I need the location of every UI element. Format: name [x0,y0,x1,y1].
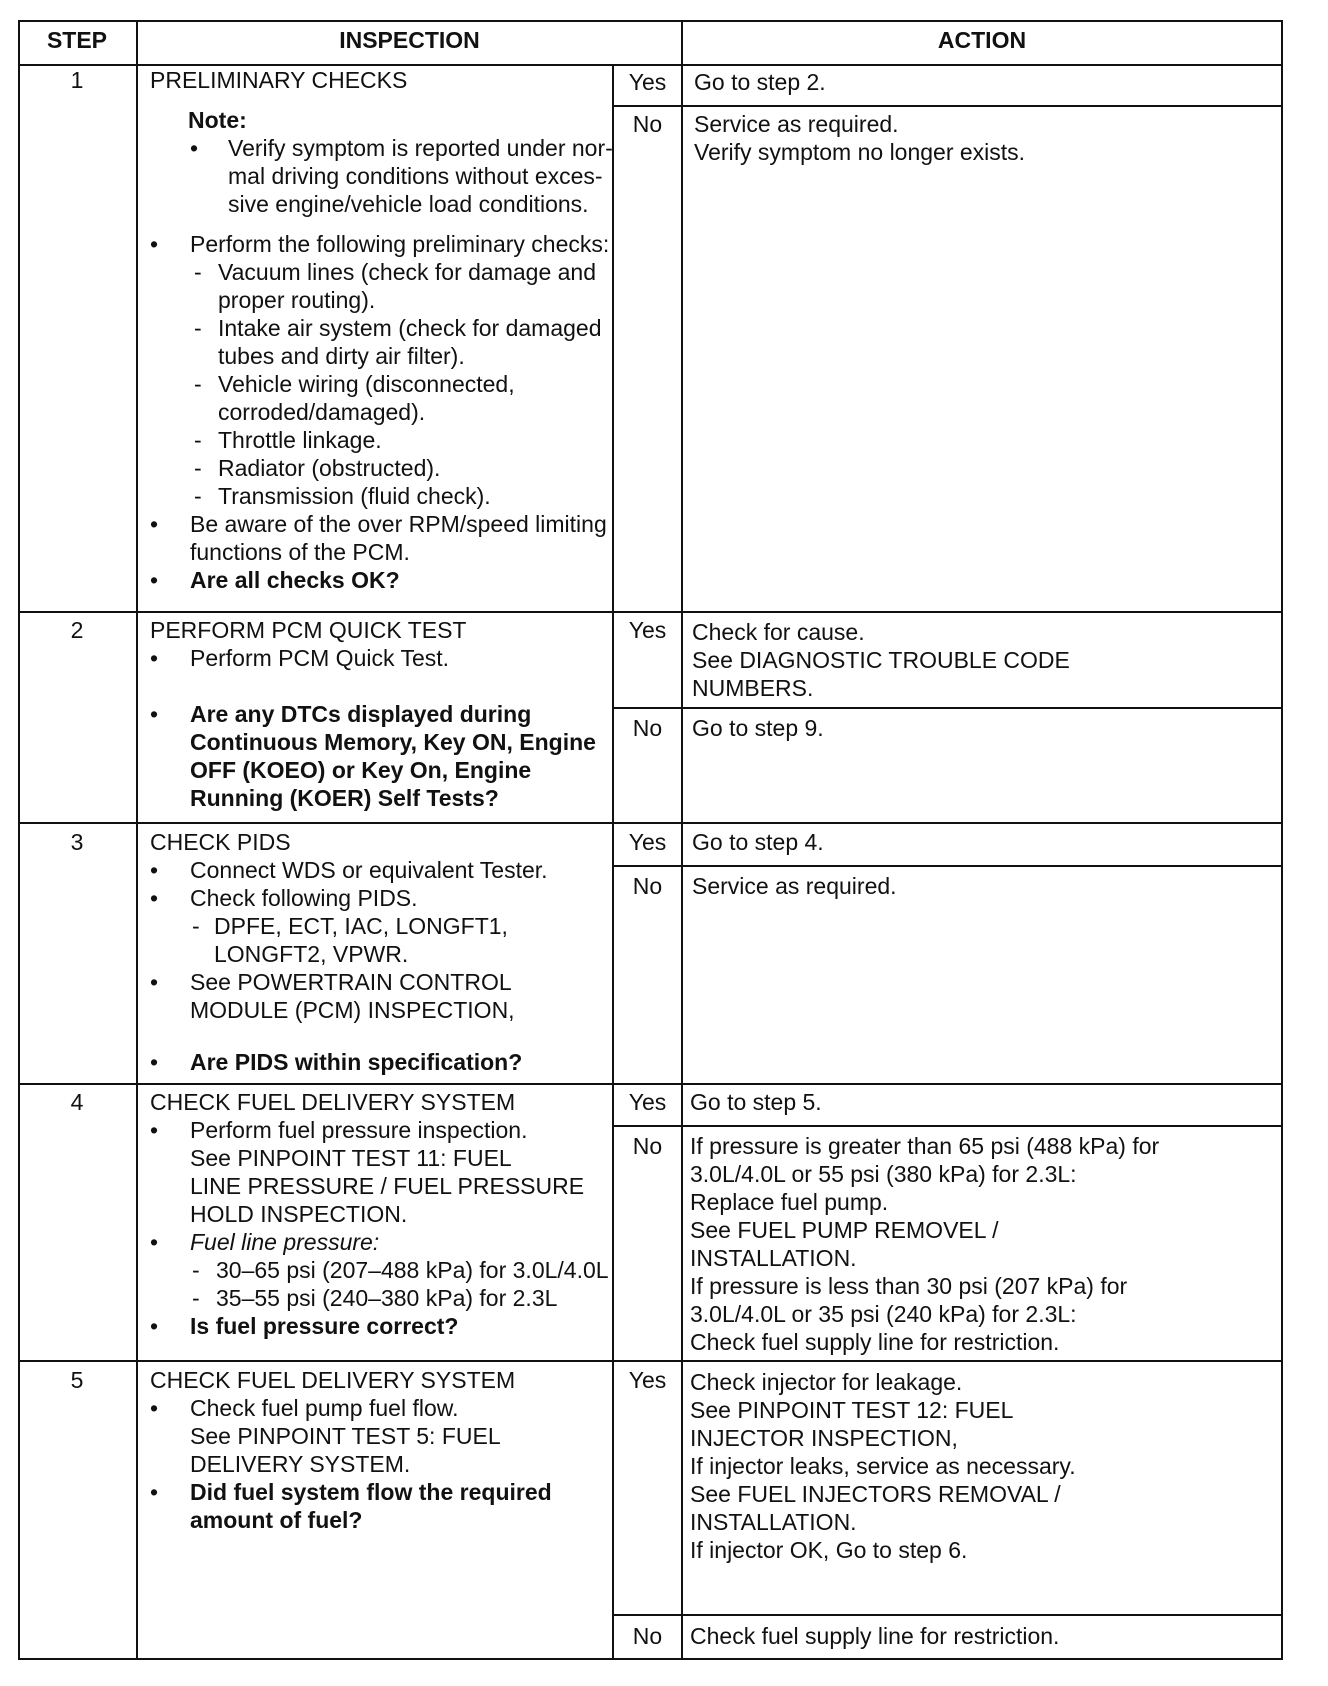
yes-no-divider-1 [612,105,1283,107]
perform-checks: Perform the following preliminary checks: [190,231,610,257]
yes-action: INJECTOR INSPECTION, [690,1425,958,1451]
bullet-icon: • [150,1395,159,1421]
step-title: CHECK FUEL DELIVERY SYSTEM [150,1367,516,1393]
no-action: Service as required. [694,111,899,137]
bullet-text: Connect WDS or equivalent Tester. [190,857,548,883]
pressure-spec: 35–55 psi (240–380 kPa) for 2.3L [216,1285,558,1311]
step-title: CHECK PIDS [150,829,291,855]
check-item: tubes and dirty air filter). [218,343,465,369]
yes-label: Yes [628,1089,667,1115]
yes-action: Go to step 2. [694,69,826,95]
bullet-text: See PINPOINT TEST 11: FUEL [190,1145,512,1171]
yes-action: Check for cause. [692,619,865,645]
inspection-column-divider [612,64,614,1660]
check-item: proper routing). [218,287,376,313]
no-action: Verify symptom no longer exists. [694,139,1026,165]
table-border-top [18,20,1283,22]
step-number: 5 [70,1367,84,1393]
bullet-text: Check fuel pump fuel flow. [190,1395,459,1421]
note-line: sive engine/vehicle load conditions. [228,191,589,217]
bullet-text: LINE PRESSURE / FUEL PRESSURE [190,1173,585,1199]
note-label: Note: [188,107,247,133]
bullet-icon: • [150,1049,159,1075]
step-question: OFF (KOEO) or Key On, Engine [190,757,532,783]
yes-action: NUMBERS. [692,675,814,701]
yes-no-divider-4 [612,1125,1283,1127]
bullet-icon: • [150,701,159,727]
bullet-icon: • [190,135,199,161]
header-step: STEP [46,27,108,53]
step-question: Did fuel system flow the required [190,1479,552,1505]
dash-icon: - [194,315,202,341]
check-item: Vehicle wiring (disconnected, [218,371,515,397]
row-divider-3 [18,1083,1283,1085]
step-number: 3 [70,829,84,855]
bullet-text: See PINPOINT TEST 5: FUEL [190,1423,501,1449]
check-item: Throttle linkage. [218,427,382,453]
yes-action: If injector leaks, service as necessary. [690,1453,1076,1479]
no-action: See FUEL PUMP REMOVEL / [690,1217,999,1243]
step-question: Is fuel pressure correct? [190,1313,459,1339]
yes-label: Yes [628,829,667,855]
see-line: See POWERTRAIN CONTROL [190,969,512,995]
aware-line: functions of the PCM. [190,539,410,565]
check-item: Intake air system (check for damaged [218,315,602,341]
bullet-icon: • [150,885,159,911]
no-label: No [632,873,663,899]
check-item: Vacuum lines (check for damage and [218,259,596,285]
aware-line: Be aware of the over RPM/speed limiting [190,511,607,537]
row-divider-2 [18,822,1283,824]
check-item: Transmission (fluid check). [218,483,491,509]
step-column-divider [136,20,138,1660]
no-action: Check fuel supply line for restriction. [690,1623,1060,1649]
pressure-spec: 30–65 psi (207–488 kPa) for 3.0L/4.0L [216,1257,609,1283]
dash-icon: - [192,1285,200,1311]
dash-icon: - [192,1257,200,1283]
step-question: Are any DTCs displayed during [190,701,532,727]
dash-icon: - [194,427,202,453]
yes-no-divider-2 [612,707,1283,709]
yes-action: INSTALLATION. [690,1509,857,1535]
no-action: Check fuel supply line for restriction. [690,1329,1060,1355]
row-divider-4 [18,1360,1283,1362]
dash-icon: - [194,483,202,509]
no-action: Service as required. [692,873,897,899]
yes-no-divider-5 [612,1614,1283,1616]
bullet-text: Check following PIDS. [190,885,418,911]
step-question: Are PIDS within specification? [190,1049,523,1075]
step-number: 4 [70,1089,84,1115]
step-number: 2 [70,617,84,643]
diagnostic-table [18,20,1283,1660]
pid-line: DPFE, ECT, IAC, LONGFT1, [214,913,508,939]
yes-label: Yes [628,69,667,95]
yes-action: Go to step 5. [690,1089,822,1115]
row-divider-1 [18,611,1283,613]
yes-action: See DIAGNOSTIC TROUBLE CODE [692,647,1070,673]
note-line: Verify symptom is reported under nor- [228,135,613,161]
bullet-icon: • [150,1229,159,1255]
bullet-icon: • [150,969,159,995]
result-column-divider [681,20,683,1660]
header-inspection: INSPECTION [339,27,480,53]
step-title: PRELIMINARY CHECKS [150,67,408,93]
dash-icon: - [194,371,202,397]
no-label: No [632,1623,663,1649]
bullet-icon: • [150,567,159,593]
table-border-bottom [18,1658,1283,1660]
bullet-text: DELIVERY SYSTEM. [190,1451,411,1477]
step-question: Are all checks OK? [190,567,400,593]
no-label: No [632,1133,663,1159]
bullet-text: Perform fuel pressure inspection. [190,1117,528,1143]
yes-action: See PINPOINT TEST 12: FUEL [690,1397,1014,1423]
yes-no-divider-3 [612,865,1283,867]
no-action: 3.0L/4.0L or 35 psi (240 kPa) for 2.3L: [690,1301,1077,1327]
pressure-label: Fuel line pressure: [190,1229,380,1255]
step-question: amount of fuel? [190,1507,363,1533]
see-line: MODULE (PCM) INSPECTION, [190,997,515,1023]
no-action: 3.0L/4.0L or 55 psi (380 kPa) for 2.3L: [690,1161,1077,1187]
header-action: ACTION [937,27,1027,53]
bullet-icon: • [150,1479,159,1505]
no-action: Go to step 9. [692,715,824,741]
check-item: Radiator (obstructed). [218,455,441,481]
bullet-icon: • [150,857,159,883]
yes-action: Go to step 4. [692,829,824,855]
no-action: INSTALLATION. [690,1245,857,1271]
bullet-icon: • [150,231,159,257]
step-question: Continuous Memory, Key ON, Engine [190,729,596,755]
step-question: Running (KOER) Self Tests? [190,785,499,811]
yes-action: If injector OK, Go to step 6. [690,1537,968,1563]
bullet-text: HOLD INSPECTION. [190,1201,408,1227]
no-action: If pressure is greater than 65 psi (488 kPa) for [690,1133,1160,1159]
no-label: No [632,715,663,741]
yes-label: Yes [628,1367,667,1393]
bullet-icon: • [150,645,159,671]
step-title: CHECK FUEL DELIVERY SYSTEM [150,1089,516,1115]
no-action: Replace fuel pump. [690,1189,889,1215]
bullet-icon: • [150,1313,159,1339]
yes-action: Check injector for leakage. [690,1369,963,1395]
bullet-icon: • [150,511,159,537]
step-title: PERFORM PCM QUICK TEST [150,617,467,643]
no-label: No [632,111,663,137]
yes-action: See FUEL INJECTORS REMOVAL / [690,1481,1061,1507]
bullet-text: Perform PCM Quick Test. [190,645,450,671]
dash-icon: - [194,455,202,481]
dash-icon: - [192,913,200,939]
no-action: If pressure is less than 30 psi (207 kPa) for [690,1273,1128,1299]
table-border-right [1281,20,1283,1660]
step-number: 1 [70,67,84,93]
dash-icon: - [194,259,202,285]
check-item: corroded/damaged). [218,399,426,425]
bullet-icon: • [150,1117,159,1143]
pid-line: LONGFT2, VPWR. [214,941,409,967]
note-line: mal driving conditions without exces- [228,163,603,189]
yes-label: Yes [628,617,667,643]
